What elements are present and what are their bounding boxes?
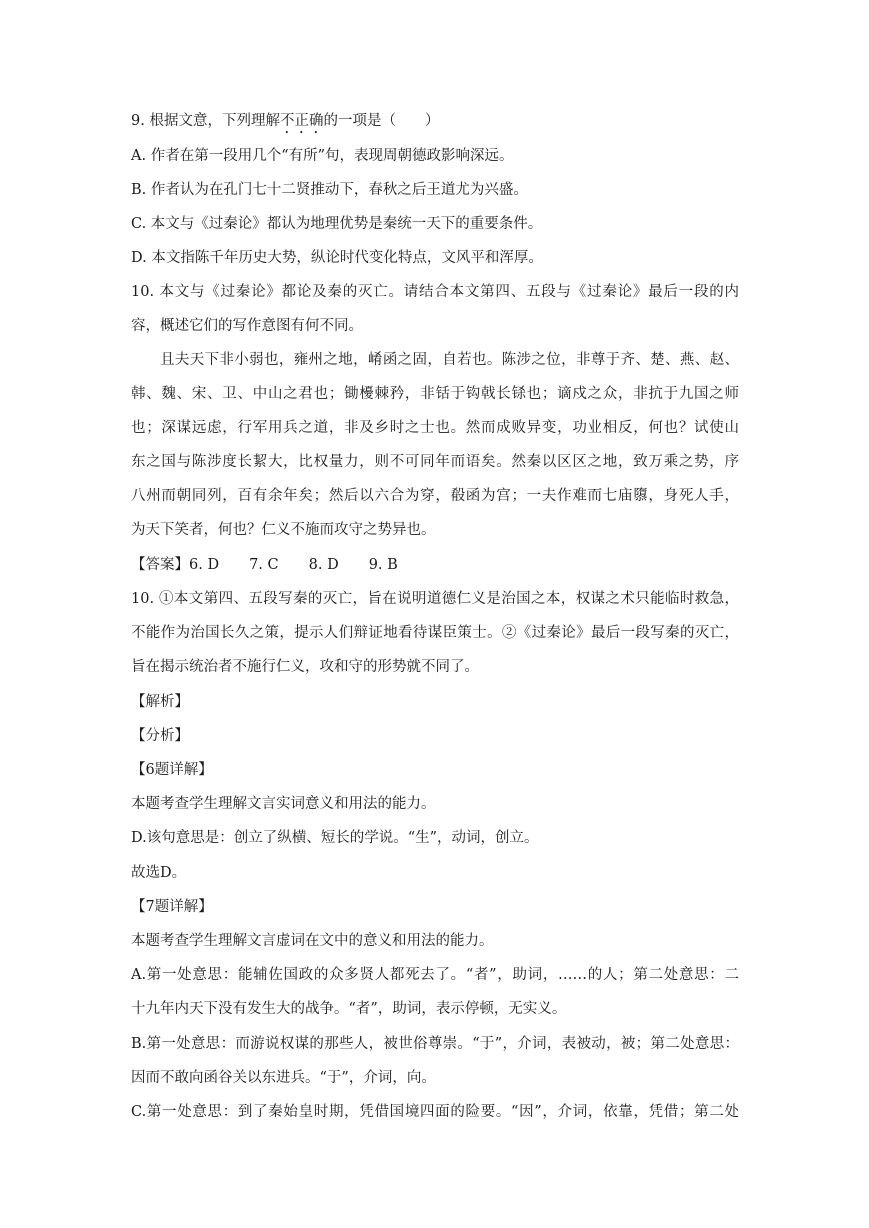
- passage-line-5: 八州而朝同列，百有余年矣；然后以六合为穿，殽函为宫；一夫作难而七庙隳，身死人手，: [131, 488, 739, 504]
- q7-detail-line-2: A.第一处意思：能辅佐国政的众多贤人都死去了。“者”，助词，……的人；第二处意思：二: [131, 967, 739, 983]
- answer10-line-2: 不能作为治国长久之策，提示人们辩证地看待谋臣策士。②《过秦论》最后一段写秦的灭亡，: [131, 625, 739, 641]
- passage-line-2: 韩、魏、宋、卫、中山之君也；锄櫌棘矜，非铦于钩戟长铩也；谪戍之众，非抗于九国之师: [131, 386, 739, 402]
- answer-row: [131, 555, 739, 575]
- q6-detail-line-1: 本题考查学生理解文言实词意义和用法的能力。: [131, 796, 436, 812]
- passage-line-1: 且夫天下非小弱也，雍州之地，崤函之固，自若也。陈涉之位，非尊于齐、楚、燕、赵、: [160, 352, 739, 368]
- q7-detail-line-5: 因而不敢向函谷关以东进兵。“于”，介词，向。: [131, 1070, 436, 1086]
- q7-detail-heading: 【7题详解】: [131, 899, 213, 915]
- q7-detail-line-1: 本题考查学生理解文言虚词在文中的意义和用法的能力。: [131, 933, 494, 949]
- q10-stem-line-2: 容，概述它们的写作意图有何不同。: [131, 318, 363, 334]
- q7-detail-line-4: B.第一处意思：而游说权谋的那些人，被世俗尊崇。“于”，介词，表被动，被；第二处意思：: [131, 1036, 739, 1052]
- fenxi-heading: 【分析】: [131, 728, 189, 744]
- q9-option-a: A. 作者在第一段用几个“有所”句，表现周朝德政影响深远。: [131, 148, 514, 164]
- q9-option-b: B. 作者认为在孔门七十二贤推动下，春秋之后王道尤为兴盛。: [131, 182, 528, 198]
- passage-line-6: 为天下笑者，何也？仁义不施而攻守之势异也。: [131, 522, 436, 538]
- answer-item-9: 9. B: [368, 557, 398, 573]
- answer-item-8: 8. D: [308, 557, 339, 573]
- q7-detail-line-3: 十九年内天下没有发生大的战争。“者”，助词，表示停顿，无实义。: [131, 1001, 567, 1017]
- answer-label: 【答案】: [131, 557, 189, 573]
- q9-option-d: D. 本文指陈千年历史大势，纵论时代变化特点，文风平和浑厚。: [131, 250, 543, 266]
- q6-detail-line-2: D.该句意思是：创立了纵横、短长的学说。“生”，动词，创立。: [131, 830, 539, 846]
- q9-stem-post: 的一项是（ ）: [323, 113, 440, 129]
- q9-stem-emphasis: 不正确: [279, 113, 324, 129]
- answer10-line-3: 旨在揭示统治者不施行仁义，攻和守的形势就不同了。: [131, 659, 479, 675]
- passage-line-3: 也；深谋远虑，行军用兵之道，非及乡时之士也。然而成败异变，功业相反，何也？试使山: [131, 420, 739, 436]
- answer-item-7: 7. C: [249, 557, 279, 573]
- analysis-heading: 【解析】: [131, 694, 189, 710]
- q10-stem-line-1: 10. 本文与《过秦论》都论及秦的灭亡。请结合本文第四、五段与《过秦论》最后一段的内: [131, 284, 739, 300]
- q9-stem: [131, 111, 739, 131]
- passage-line-4: 东之国与陈涉度长絜大，比权量力，则不可同年而语矣。然秦以区区之地，致万乘之势，序: [131, 454, 739, 470]
- q6-detail-heading: 【6题详解】: [131, 762, 213, 778]
- q6-detail-line-3: 故选D。: [131, 865, 187, 881]
- q9-option-c: C. 本文与《过秦论》都认为地理优势是秦统一天下的重要条件。: [131, 216, 543, 232]
- answer-item-6: 6. D: [189, 557, 220, 573]
- answer10-line-1: 10. ①本文第四、五段写秦的灭亡，旨在说明道德仁义是治国之本，权谋之术只能临时救急，: [131, 591, 739, 607]
- q9-stem-pre: 9. 根据文意，下列理解: [131, 113, 280, 129]
- q7-detail-line-6: C.第一处意思：到了秦始皇时期，凭借国境四面的险要。“因”，介词，依靠，凭借；第二处: [131, 1104, 739, 1120]
